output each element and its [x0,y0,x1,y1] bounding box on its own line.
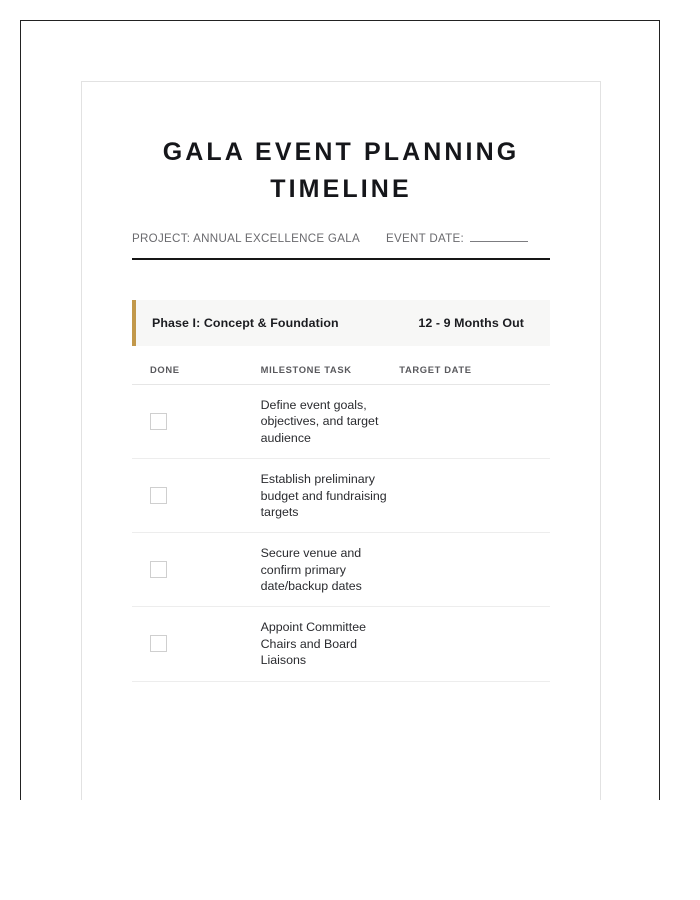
task-label: Secure venue and confirm primary date/backup dates [260,546,362,593]
project-label: PROJECT: ANNUAL EXCELLENCE GALA [132,232,360,245]
table-header-row [132,346,550,385]
event-date-group [386,230,528,245]
task-label: Appoint Committee Chairs and Board Liaisons [260,620,366,668]
task-cell [261,607,400,681]
task-checkbox[interactable] [150,413,167,430]
target-date-input[interactable] [399,563,550,577]
target-date-cell[interactable] [399,385,550,459]
phase-section-1 [132,300,550,682]
page-title: GALA EVENT PLANNING TIMELINE [162,138,520,203]
document-meta-row [82,208,600,245]
done-cell [132,385,261,459]
phase-timeframe: 12 - 9 Months Out [418,316,524,330]
task-checkbox[interactable] [150,635,167,652]
table-row [132,533,550,607]
event-date-input[interactable] [470,230,528,242]
table-row [132,459,550,533]
page-content [82,82,600,800]
done-cell [132,533,261,607]
event-date-label: EVENT DATE: [385,232,464,245]
done-cell [132,459,261,533]
table-row [132,607,550,681]
phase-title: Phase I: Concept & Foundation [152,316,339,330]
target-date-input[interactable] [399,415,550,429]
task-checkbox[interactable] [150,561,167,578]
table-head [132,346,550,385]
task-label: Define event goals, objectives, and target audience [260,398,379,445]
target-date-cell[interactable] [399,533,550,607]
milestone-table [132,346,550,682]
target-date-input[interactable] [399,489,550,503]
document-frame [20,20,660,800]
table-row [132,385,550,459]
target-date-cell[interactable] [399,459,550,533]
target-date-cell[interactable] [399,607,550,681]
phase-header [132,300,550,346]
task-cell [261,385,400,459]
task-checkbox[interactable] [150,487,167,504]
done-cell [132,607,261,681]
column-header-target-date: TARGET DATE [399,346,550,385]
task-label: Establish preliminary budget and fundraising targets [260,472,387,519]
target-date-input[interactable] [399,637,550,651]
header-divider [132,258,550,260]
table-body [132,385,550,682]
task-cell [261,459,400,533]
task-cell [261,533,400,607]
column-header-milestone-task: MILESTONE TASK [261,346,400,385]
page-sheet [81,81,601,800]
column-header-done: DONE [132,346,261,385]
